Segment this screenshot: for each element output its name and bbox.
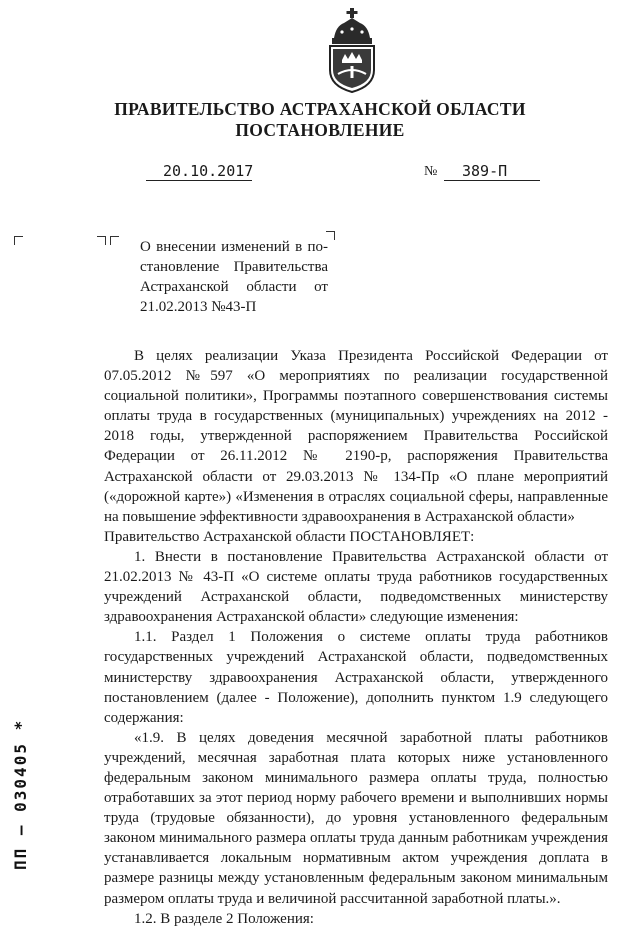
- corner-mark-mid-right: [97, 236, 106, 245]
- coat-of-arms-emblem: [322, 8, 382, 94]
- body-paragraph-item-1-1: 1.1. Раздел 1 Положения о системе оплаты труда работников государственных учреждений Астраханской области, подведомственных министерству здравоохранения Астраханской области, утвержденного постановлением (далее - Положение), дополнить пунктом 1.9 следующего содержания:: [104, 629, 608, 726]
- corner-mark-left: [14, 236, 23, 245]
- body-paragraph-resolves: Правительство Астраханской области ПОСТАНОВЛЯЕТ:: [104, 528, 475, 545]
- body-paragraph-item-1-9: «1.9. В целях доведения месячной заработной платы работников учреждений, месячная заработная плата которых ниже установленного федеральным законом минимального размера оплаты труда, полностью отработавших за этот период норму рабочего времени и выполнивших нормы труда (трудовые обязанности), до уровня установленного федеральным законом минимального размера оплаты труда данным работникам учреждения устанавливается локальным нормативным актом учреждения доплата в размере разницы между установленным федеральным законом минимальным размером оплаты труда и величиной рассчитанной заработной платы.».: [104, 729, 608, 907]
- subject-line: становление Правительства: [140, 259, 328, 275]
- body-paragraph-item-1-2: 1.2. В разделе 2 Положения:: [134, 910, 314, 927]
- number-underline: [444, 180, 540, 181]
- org-name: ПРАВИТЕЛЬСТВО АСТРАХАНСКОЙ ОБЛАСТИ: [114, 99, 526, 119]
- document-date: 20.10.2017: [163, 162, 254, 180]
- document-number: 389-П: [462, 162, 508, 180]
- document-type: ПОСТАНОВЛЕНИЕ: [235, 120, 405, 140]
- document-subject: [140, 237, 328, 317]
- document-body: [104, 346, 608, 929]
- corner-mark-mid-left: [110, 236, 119, 245]
- body-paragraph-preamble: В целях реализации Указа Президента Российской Федерации от 07.05.2012 №597 «О мероприятиях по реализации государственной социальной политики», Программы поэтапного совершенствования системы оплаты труда в государственных (муниципальных) учреждениях на 2012 - 2018 годы, утвержденной распоряжением Правительства Российской Федерации от 26.11.2012 № 2190-р, распоряжения Правительства Астраханской области от 29.03.2013 № 134-Пр «О плане мероприятий («дорожной карте») «Изменения в отраслях социальной сферы, направленные на повышение эффективности здравоохранения в Астраханской области»: [104, 348, 608, 525]
- body-paragraph-item-1: 1. Внести в постановление Правительства Астраханской области от 21.02.2013 № 43-П «О системе оплаты труда работников государственных учреждений Астраханской области, подведомственных министерству здравоохранения Астраханской области» следующие изменения:: [104, 548, 608, 626]
- subject-line: 21.02.2013 №43-П: [140, 299, 257, 315]
- date-underline: [146, 180, 252, 181]
- subject-line: Астраханской области от: [140, 279, 328, 295]
- number-sign: №: [424, 164, 438, 179]
- serial-number: ПП – 030405 *: [11, 718, 30, 870]
- subject-line: О внесении изменений в по-: [140, 239, 328, 255]
